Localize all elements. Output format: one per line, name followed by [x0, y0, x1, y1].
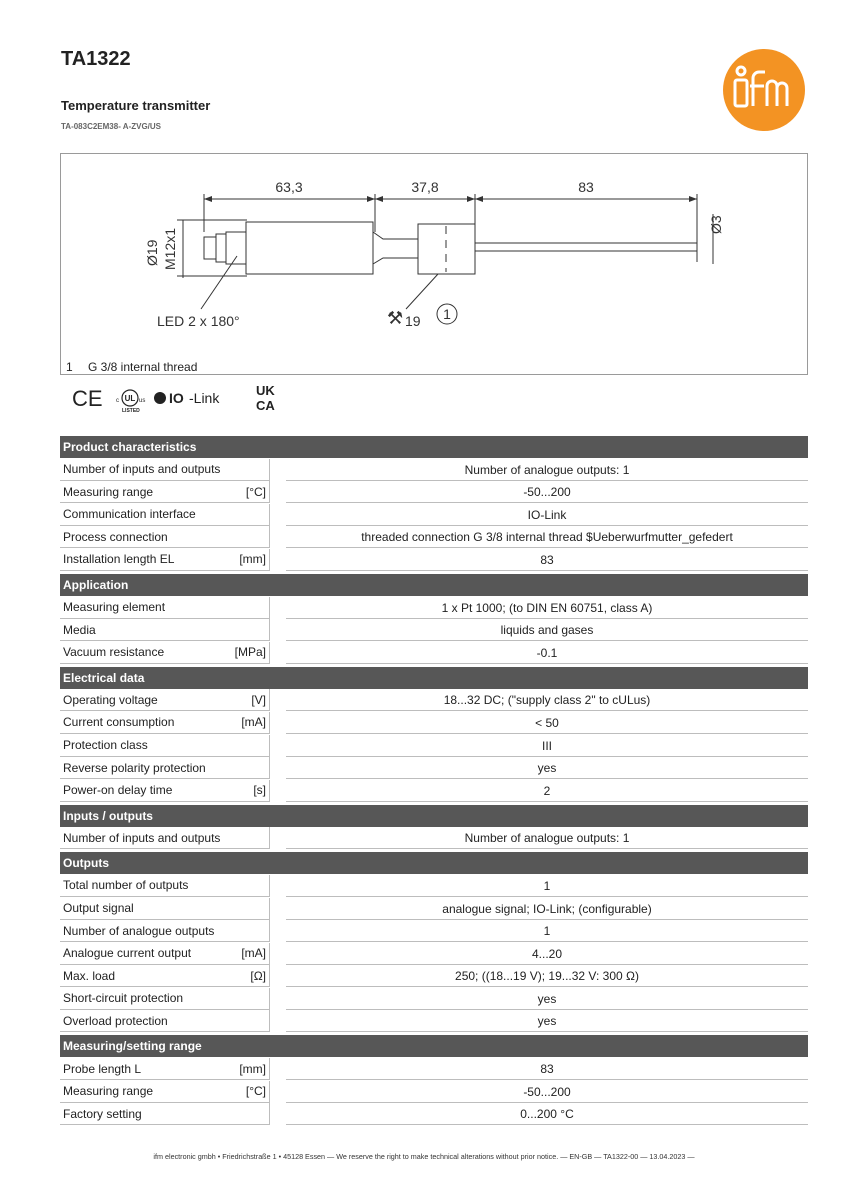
spec-value: -50...200 — [286, 1080, 808, 1103]
spec-value: 83 — [286, 1057, 808, 1080]
ul-us-label: us — [139, 398, 146, 404]
spec-label-cell — [60, 1010, 270, 1032]
spec-row — [60, 779, 808, 802]
spec-value: 250; ((18...19 V); 19...32 V: 300 Ω) — [286, 964, 808, 987]
spec-label-cell — [60, 965, 270, 987]
spec-value: liquids and gases — [286, 618, 808, 641]
spec-row — [60, 734, 808, 757]
spec-value: threaded connection G 3/8 internal thread $Ueberwurfmutter_gefedert — [286, 525, 808, 548]
spec-row — [60, 503, 808, 526]
spec-row — [60, 1057, 808, 1080]
spec-label-cell — [60, 1081, 270, 1103]
spec-unit: [MPa] — [234, 645, 266, 660]
led-label: LED 2 x 180° — [157, 313, 240, 329]
spec-row — [60, 874, 808, 897]
spec-label: Operating voltage — [63, 692, 158, 707]
ifm-logo — [722, 48, 806, 132]
ul-c-label: c — [116, 398, 119, 404]
spec-value: 83 — [286, 548, 808, 571]
spec-label: Vacuum resistance — [63, 645, 165, 660]
spec-value: IO-Link — [286, 503, 808, 526]
spec-label-cell — [60, 597, 270, 619]
spec-row — [60, 458, 808, 481]
spec-label-cell — [60, 1103, 270, 1125]
spec-row — [60, 920, 808, 943]
spec-label: Overload protection — [63, 1013, 168, 1028]
dimension-83: 83 — [578, 179, 594, 195]
section-header: Measuring/setting range — [60, 1035, 808, 1057]
spec-row — [60, 641, 808, 664]
spec-label-cell — [60, 875, 270, 897]
spec-value: Number of analogue outputs: 1 — [286, 826, 808, 849]
spec-label: Current consumption — [63, 715, 175, 730]
section-header: Product characteristics — [60, 436, 808, 458]
spec-row — [60, 548, 808, 571]
spec-label: Measuring element — [63, 600, 166, 615]
spec-label-cell — [60, 689, 270, 711]
spec-label: Max. load — [63, 968, 116, 983]
spec-label-cell — [60, 943, 270, 965]
ul-icon: UL — [124, 394, 136, 403]
spec-row — [60, 827, 808, 850]
spec-label-cell — [60, 735, 270, 757]
spec-label: Media — [63, 622, 96, 637]
spec-label: Number of analogue outputs — [63, 923, 215, 938]
wrench-icon: ⚒ — [387, 308, 404, 328]
io-link-suffix: -Link — [189, 390, 220, 406]
ul-listed-label: LISTED — [122, 408, 140, 414]
spec-value: analogue signal; IO-Link; (configurable) — [286, 897, 808, 920]
spec-row — [60, 987, 808, 1010]
spec-label-cell — [60, 712, 270, 734]
spec-unit: [mm] — [239, 1061, 266, 1076]
wrench-size: 19 — [405, 313, 421, 329]
spec-unit: [mA] — [241, 946, 266, 961]
spec-label: Probe length L — [63, 1061, 142, 1076]
spec-row — [60, 711, 808, 734]
spec-value: 1 — [286, 919, 808, 942]
spec-row — [60, 757, 808, 780]
spec-label: Protection class — [63, 738, 148, 753]
spec-label-cell — [60, 481, 270, 503]
spec-label: Total number of outputs — [63, 878, 189, 893]
spec-label: Measuring range — [63, 1084, 154, 1099]
page-footer: ifm electronic gmbh • Friedrichstraße 1 • 45128 Essen — We reserve the right to make technical alterations without prior notice. — EN-GB — TA1322-00 — 13.04.2023 — — [153, 1152, 695, 1161]
spec-unit: [mA] — [241, 715, 266, 730]
spec-row — [60, 619, 808, 642]
dimension-63-3: 63,3 — [275, 179, 303, 195]
spec-row — [60, 481, 808, 504]
section-header: Electrical data — [60, 667, 808, 689]
spec-label: Number of inputs and outputs — [63, 830, 221, 845]
spec-label-cell — [60, 504, 270, 526]
spec-label-cell — [60, 549, 270, 571]
spec-label-cell — [60, 827, 270, 849]
spec-row — [60, 897, 808, 920]
spec-value: 18...32 DC; ("supply class 2" to cULus) — [286, 688, 808, 711]
spec-label: Power-on delay time — [63, 783, 173, 798]
callout-number: 1 — [443, 306, 451, 322]
spec-value: yes — [286, 1009, 808, 1032]
spec-unit: [V] — [251, 692, 266, 707]
spec-value: yes — [286, 756, 808, 779]
dimension-thread: M12x1 — [162, 227, 178, 270]
spec-label-cell — [60, 757, 270, 779]
spec-row — [60, 596, 808, 619]
spec-value: -50...200 — [286, 480, 808, 503]
spec-label-cell — [60, 642, 270, 664]
spec-label: Short-circuit protection — [63, 991, 184, 1006]
section-header: Outputs — [60, 852, 808, 874]
spec-row — [60, 965, 808, 988]
spec-label: Communication interface — [63, 507, 196, 522]
spec-value: 4...20 — [286, 942, 808, 965]
spec-label-cell — [60, 459, 270, 481]
spec-row — [60, 1010, 808, 1033]
spec-label: Reverse polarity protection — [63, 760, 206, 775]
spec-value: 0...200 °C — [286, 1102, 808, 1125]
note-number: 1 — [66, 360, 73, 374]
spec-unit: [Ω] — [250, 968, 266, 983]
spec-label-cell — [60, 619, 270, 641]
spec-label-cell — [60, 1058, 270, 1080]
spec-value: 2 — [286, 779, 808, 802]
spec-label: Measuring range — [63, 484, 154, 499]
spec-label: Factory setting — [63, 1106, 142, 1121]
spec-label: Output signal — [63, 901, 134, 915]
section-header: Inputs / outputs — [60, 805, 808, 827]
spec-row — [60, 526, 808, 549]
section-header: Application — [60, 574, 808, 596]
certification-logos — [72, 382, 292, 414]
spec-row — [60, 1080, 808, 1103]
spec-row — [60, 942, 808, 965]
spec-label-cell — [60, 898, 270, 920]
page-title: TA1322 — [61, 48, 131, 70]
io-link-logo: IO — [169, 390, 184, 406]
article-code: TA-083C2EM38- A-ZVG/US — [61, 122, 162, 131]
spec-unit: [s] — [253, 783, 266, 798]
dimension-drawing-frame — [60, 153, 808, 375]
technical-drawing — [61, 154, 807, 354]
spec-label: Process connection — [63, 529, 168, 544]
product-subtitle: Temperature transmitter — [61, 98, 211, 113]
spec-value: -0.1 — [286, 641, 808, 664]
spec-value: Number of analogue outputs: 1 — [286, 458, 808, 481]
product-specifications-table — [60, 436, 808, 1125]
ukca-top: UK — [256, 383, 275, 398]
dimension-dia-19: Ø19 — [144, 239, 160, 266]
dimension-37-8: 37,8 — [411, 179, 439, 195]
drawing-note — [66, 360, 197, 374]
spec-label: Number of inputs and outputs — [63, 462, 221, 477]
spec-value: III — [286, 734, 808, 757]
spec-value: 1 — [286, 874, 808, 897]
spec-unit: [mm] — [239, 552, 266, 567]
spec-label: Analogue current output — [63, 946, 192, 961]
spec-unit: [°C] — [245, 484, 266, 499]
spec-row — [60, 1103, 808, 1126]
spec-label-cell — [60, 526, 270, 548]
note-text: G 3/8 internal thread — [88, 360, 198, 374]
spec-label: Installation length EL — [63, 552, 175, 567]
spec-label-cell — [60, 920, 270, 942]
spec-value: 1 x Pt 1000; (to DIN EN 60751, class A) — [286, 596, 808, 619]
spec-label-cell — [60, 780, 270, 802]
spec-value: yes — [286, 987, 808, 1010]
dimension-dia-3: Ø3 — [708, 215, 724, 234]
ce-mark-icon: CE — [72, 386, 103, 411]
ukca-bottom: CA — [256, 398, 275, 413]
spec-unit: [°C] — [245, 1084, 266, 1099]
spec-label-cell — [60, 988, 270, 1010]
spec-row — [60, 689, 808, 712]
spec-value: < 50 — [286, 711, 808, 734]
